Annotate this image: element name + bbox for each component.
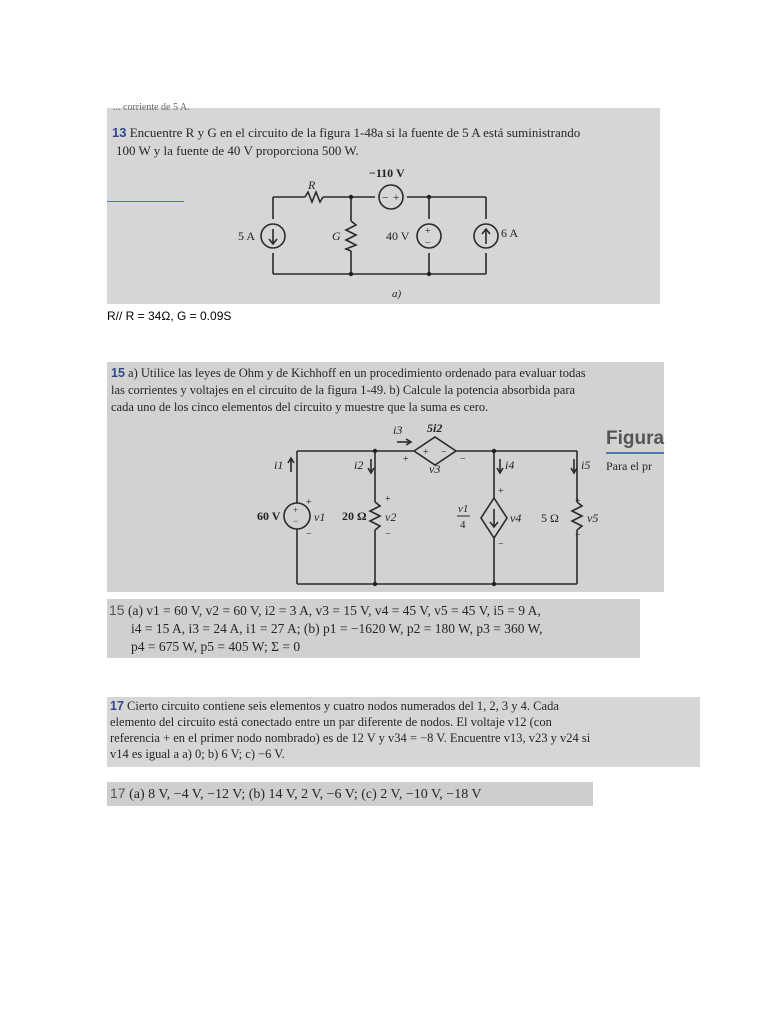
label-110-plus: + bbox=[393, 192, 400, 204]
label-minus-110V: −110 V bbox=[369, 166, 405, 180]
problem-17-text-line1: Cierto circuito contiene seis elementos y cuatro nodos numerados del 1, 2, 3 y 4. Cada bbox=[127, 699, 559, 713]
label-frac-v1: v1 bbox=[458, 503, 469, 515]
problem-17-photo bbox=[107, 697, 700, 767]
answer-15-line3: p4 = 675 W, p5 = 405 W; Σ = 0 bbox=[131, 639, 301, 654]
problem-15-number: 15 bbox=[111, 366, 125, 380]
dep-src-minus-inner: − bbox=[441, 447, 447, 458]
answer-13: R// R = 34Ω, G = 0.09S bbox=[107, 309, 232, 323]
label-110-minus: − bbox=[382, 192, 389, 204]
label-v3-minus: − bbox=[460, 454, 466, 465]
label-40-plus: + bbox=[425, 226, 431, 237]
answer-15-photo bbox=[107, 599, 640, 658]
label-v1-minus: − bbox=[306, 529, 312, 540]
label-v5-plus: + bbox=[575, 496, 581, 507]
label-v4: v4 bbox=[510, 511, 522, 525]
answer-17-line bbox=[110, 785, 482, 803]
figure-caption-a: a) bbox=[392, 288, 402, 300]
figure-side-text: Para el pr bbox=[606, 459, 652, 473]
circuit-diagram-1-48a bbox=[107, 108, 660, 304]
label-v2: v2 bbox=[385, 510, 397, 524]
label-5i2: 5i2 bbox=[427, 421, 443, 435]
label-60V: 60 V bbox=[257, 509, 281, 523]
label-v1-plus: + bbox=[306, 497, 312, 508]
problem-17-line2: elemento del circuito está conectado entre un par diferente de nodos. El voltaje v12 (con bbox=[110, 715, 552, 729]
problem-17-number: 17 bbox=[110, 699, 124, 713]
problem-15-text-line1: a) Utilice las leyes de Ohm y de Kichhoff en un procedimiento ordenado para evaluar todas bbox=[128, 366, 586, 380]
label-40V: 40 V bbox=[386, 229, 410, 243]
label-i5: i5 bbox=[581, 458, 591, 472]
label-v2-plus: + bbox=[385, 494, 391, 505]
label-i1: i1 bbox=[274, 458, 284, 472]
label-60-plus: + bbox=[293, 505, 299, 515]
answer-17-photo bbox=[107, 782, 593, 806]
label-5ohm: 5 Ω bbox=[541, 511, 559, 525]
answer-15-line2: i4 = 15 A, i3 = 24 A, i1 = 27 A; (b) p1 = −1620 W, p2 = 180 W, p3 = 360 W, bbox=[131, 621, 543, 636]
label-v2-minus: − bbox=[385, 529, 391, 540]
label-v4-minus: − bbox=[498, 539, 504, 550]
circuit-diagram-1-49 bbox=[107, 362, 664, 592]
answer-15-text-line1: (a) v1 = 60 V, v2 = 60 V, i2 = 3 A, v3 = 15 V, v4 = 45 V, v5 = 45 V, i5 = 9 A, bbox=[127, 603, 541, 618]
label-R: R bbox=[308, 178, 316, 192]
problem-15-photo bbox=[107, 362, 664, 592]
dep-src-plus-inner: + bbox=[423, 447, 429, 458]
label-20ohm: 20 Ω bbox=[342, 509, 367, 523]
problem-17-line1 bbox=[110, 699, 559, 714]
label-v4-plus: + bbox=[498, 486, 504, 497]
label-G: G bbox=[332, 229, 341, 243]
answer-17-text: (a) 8 V, −4 V, −12 V; (b) 14 V, 2 V, −6 V; (c) 2 V, −10 V, −18 V bbox=[129, 787, 482, 802]
label-60-minus: − bbox=[293, 516, 299, 526]
problem-13-top-fragment: ... corriente de 5 A. bbox=[113, 102, 190, 113]
label-v3: v3 bbox=[429, 462, 441, 476]
answer-15-number: 15 bbox=[109, 602, 125, 618]
label-v5: v5 bbox=[587, 511, 599, 525]
figure-side-heading: Figura bbox=[606, 428, 665, 449]
problem-15-line2: las corrientes y voltajes en el circuito de la figura 1-49. b) Calcule la potencia absorbida para bbox=[111, 383, 576, 397]
label-v1: v1 bbox=[314, 510, 326, 524]
answer-15-line1 bbox=[109, 602, 541, 619]
label-i4: i4 bbox=[505, 458, 515, 472]
problem-13-line2: 100 W y la fuente de 40 V proporciona 500 W. bbox=[116, 143, 359, 158]
label-i2: i2 bbox=[354, 458, 364, 472]
problem-15-line3: cada uno de los cinco elementos del circuito y muestre que la suma es cero. bbox=[111, 400, 489, 414]
label-40-minus: − bbox=[425, 238, 431, 249]
label-6A: 6 A bbox=[501, 226, 519, 240]
problem-17-line3: referencia + en el primer nodo nombrado) es de 12 V y v34 = −8 V. Encuentre v13, v23 y v24 si bbox=[110, 731, 591, 745]
problem-13-text-line1: Encuentre R y G en el circuito de la figura 1-48a si la fuente de 5 A está suministrando bbox=[129, 125, 581, 140]
label-i3: i3 bbox=[393, 423, 403, 437]
problem-13-photo bbox=[107, 102, 660, 304]
label-v5-minus: − bbox=[575, 530, 581, 541]
problem-13-number: 13 bbox=[112, 125, 127, 140]
answer-17-number: 17 bbox=[110, 785, 126, 801]
label-v3-plus: + bbox=[403, 454, 409, 465]
label-frac-4: 4 bbox=[460, 519, 466, 531]
problem-17-line4: v14 es igual a a) 0; b) 6 V; c) −6 V. bbox=[110, 747, 285, 761]
label-5A: 5 A bbox=[238, 229, 256, 243]
